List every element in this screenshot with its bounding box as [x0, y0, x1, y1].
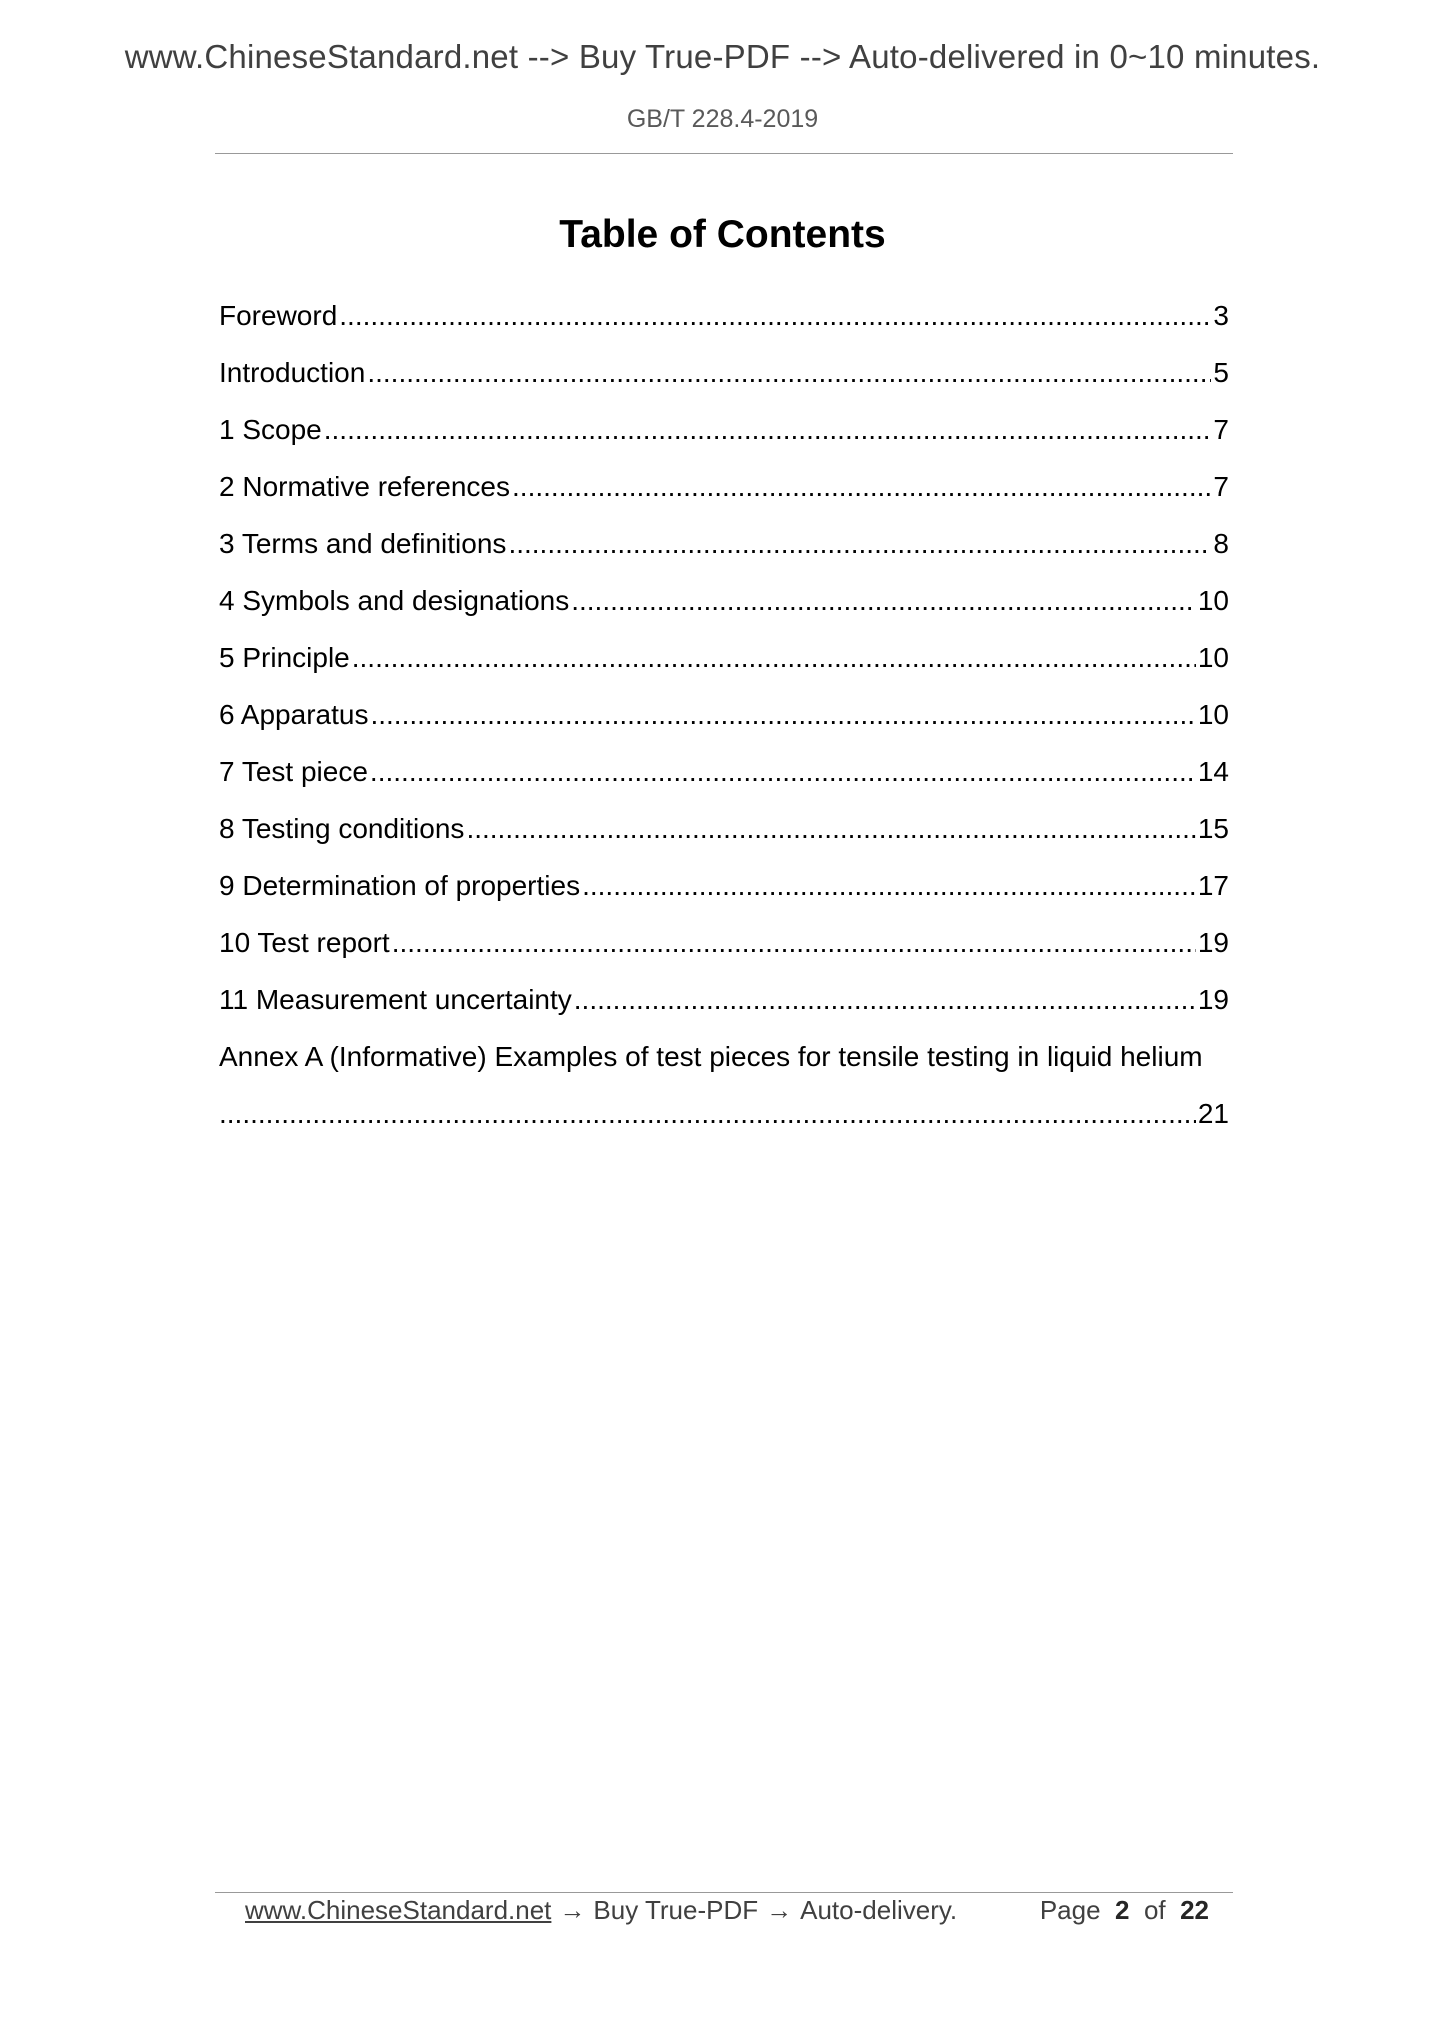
- toc-entry-page: 8: [1213, 528, 1229, 559]
- dot-leader: [339, 300, 1211, 332]
- toc-entry-apparatus[interactable]: [219, 699, 1229, 756]
- dot-leader: [392, 927, 1196, 959]
- toc-entry-foreword[interactable]: [219, 300, 1229, 357]
- arrow-right-icon: →: [559, 1895, 586, 1925]
- header-divider: [215, 153, 1233, 154]
- toc-entry-title: 2 Normative references: [219, 471, 511, 502]
- page-current: 2: [1115, 1895, 1130, 1925]
- page-label: Page: [1039, 1895, 1101, 1925]
- footer-divider: [215, 1892, 1233, 1893]
- toc-entry-normative-references[interactable]: [219, 471, 1229, 528]
- toc-entry-page: 10: [1197, 585, 1229, 616]
- page-footer: [245, 1895, 1215, 1935]
- toc-entry-annex-a[interactable]: [219, 1041, 1229, 1098]
- page-total: 22: [1180, 1895, 1209, 1925]
- table-of-contents: [219, 300, 1229, 1155]
- toc-entry-test-piece[interactable]: [219, 756, 1229, 813]
- dot-leader: [582, 870, 1196, 902]
- dot-leader: [367, 357, 1211, 389]
- toc-entry-title: 10 Test report: [219, 927, 390, 958]
- footer-delivery-text: Auto-delivery.: [800, 1895, 958, 1925]
- toc-entry-page: 14: [1197, 756, 1229, 787]
- dot-leader: [370, 699, 1195, 731]
- dot-leader: [571, 585, 1196, 617]
- toc-entry-title: 6 Apparatus: [219, 699, 369, 730]
- toc-entry-page: 10: [1197, 642, 1229, 673]
- dot-leader: [219, 1098, 1196, 1130]
- toc-entry-page: 10: [1197, 699, 1229, 730]
- dot-leader: [466, 813, 1195, 845]
- toc-entry-test-report[interactable]: [219, 927, 1229, 984]
- toc-entry-title: 7 Test piece: [219, 756, 368, 787]
- dot-leader: [508, 528, 1211, 560]
- footer-site-link[interactable]: www.ChineseStandard.net: [245, 1895, 552, 1925]
- dot-leader: [512, 471, 1211, 503]
- dot-leader: [324, 414, 1212, 446]
- toc-entry-page: 19: [1197, 927, 1229, 958]
- dot-leader: [574, 984, 1196, 1016]
- footer-buy-text: Buy True-PDF: [593, 1895, 759, 1925]
- toc-entry-title: 11 Measurement uncertainty: [219, 984, 572, 1015]
- toc-entry-principle[interactable]: [219, 642, 1229, 699]
- toc-entry-page: 7: [1213, 414, 1229, 445]
- toc-entry-title: 5 Principle: [219, 642, 350, 673]
- dot-leader: [352, 642, 1196, 674]
- toc-entry-title: Foreword: [219, 300, 338, 331]
- page-number: [1040, 1895, 1215, 1926]
- toc-entry-terms-and-definitions[interactable]: [219, 528, 1229, 585]
- standard-code: GB/T 228.4-2019: [626, 105, 819, 133]
- toc-entry-symbols-and-designations[interactable]: [219, 585, 1229, 642]
- dot-leader: [370, 756, 1196, 788]
- toc-entry-title: 4 Symbols and designations: [219, 585, 570, 616]
- toc-entry-page: 5: [1213, 357, 1229, 388]
- toc-entry-measurement-uncertainty[interactable]: [219, 984, 1229, 1041]
- toc-entry-testing-conditions[interactable]: [219, 813, 1229, 870]
- arrow-right-icon: →: [766, 1895, 793, 1925]
- toc-entry-page: 15: [1197, 813, 1229, 844]
- top-banner: www.ChineseStandard.net --> Buy True-PDF --> Auto-delivered in 0~10 minutes.: [124, 38, 1321, 75]
- toc-entry-title: Introduction: [219, 357, 366, 388]
- toc-entry-page: 17: [1197, 870, 1229, 901]
- toc-entry-title: 8 Testing conditions: [219, 813, 465, 844]
- toc-entry-title: 1 Scope: [219, 414, 322, 445]
- toc-entry-annex-a-page-line[interactable]: [219, 1098, 1229, 1155]
- toc-entry-determination-of-properties[interactable]: [219, 870, 1229, 927]
- toc-entry-introduction[interactable]: [219, 357, 1229, 414]
- toc-entry-title: 9 Determination of properties: [219, 870, 581, 901]
- page-of: of: [1143, 1895, 1166, 1925]
- toc-entry-scope[interactable]: [219, 414, 1229, 471]
- toc-entry-page: 19: [1197, 984, 1229, 1015]
- toc-entry-page: 7: [1213, 471, 1229, 502]
- page-title: Table of Contents: [559, 213, 886, 256]
- toc-entry-title: 3 Terms and definitions: [219, 528, 507, 559]
- toc-entry-title: Annex A (Informative) Examples of test pieces for tensile testing in liquid helium: [219, 1041, 1203, 1072]
- toc-entry-page: 21: [1197, 1098, 1229, 1129]
- toc-entry-page: 3: [1213, 300, 1229, 331]
